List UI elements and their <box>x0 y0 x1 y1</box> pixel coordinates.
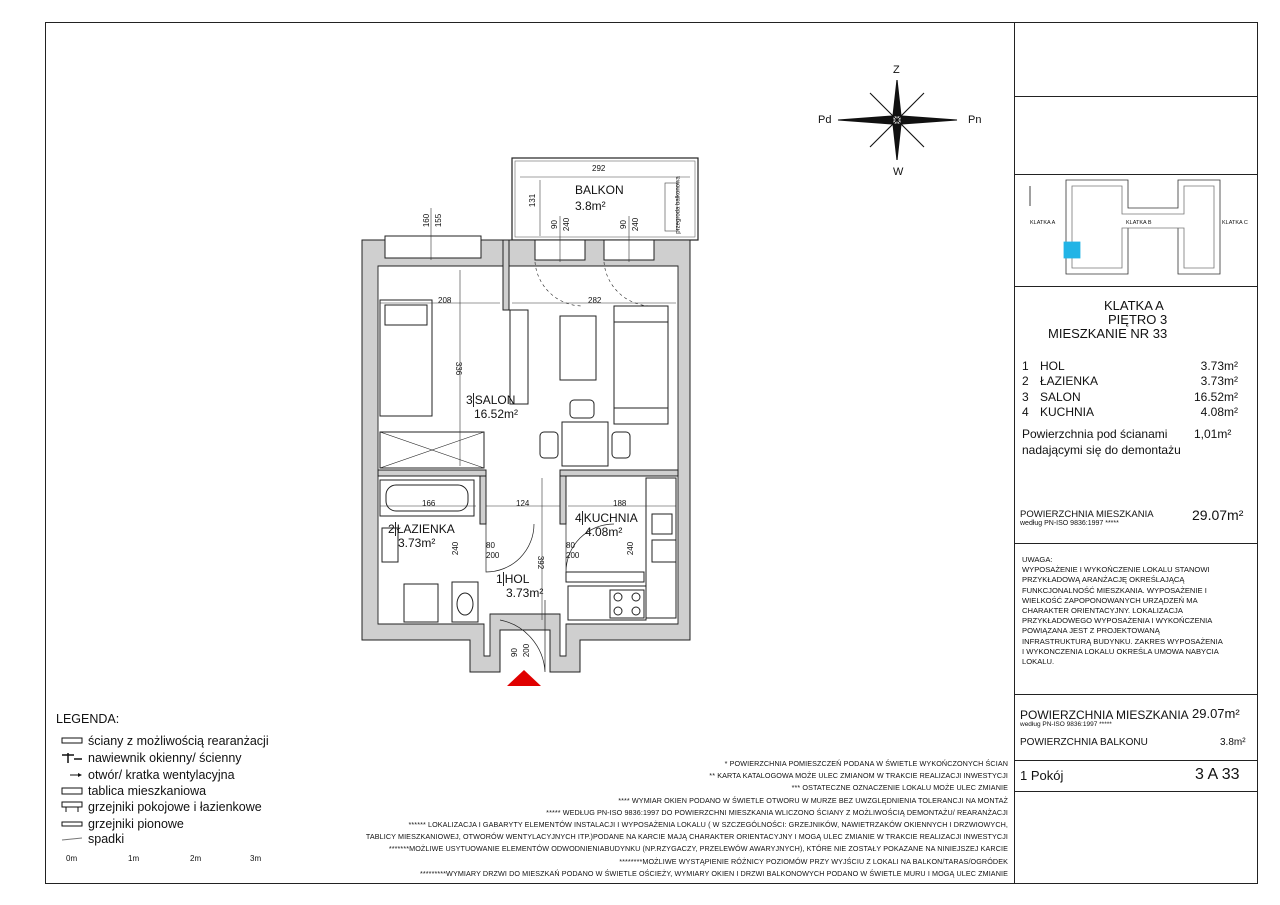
room-name: HOL <box>504 572 530 586</box>
footnote: *** OSTATECZNE OZNACZENIE LOKALU MOŻE ULEC ZMIANIE <box>791 783 1008 792</box>
door-dim: 200 <box>522 643 532 658</box>
divider <box>1014 174 1258 175</box>
scale-label: 3m <box>250 854 262 863</box>
info-stairwell: KLATKA A <box>1104 298 1164 313</box>
legend-item <box>60 733 269 749</box>
apartment-code: 3 A 33 <box>1195 766 1240 783</box>
notice-block <box>1022 555 1252 667</box>
window-dim: 90 <box>549 220 559 229</box>
room-number: 1 <box>496 572 503 586</box>
divider <box>1014 96 1258 97</box>
total-area-sub: według PN-ISO 9836:1997 ***** <box>1020 520 1119 527</box>
legend-label: ściany z możliwością rearanżacji <box>88 734 269 748</box>
room-name: HOL <box>1040 358 1065 373</box>
dim-label: 240 <box>451 541 461 556</box>
notice-line: POWIĄZANA JEST Z PROJEKTOWANĄ <box>1022 626 1160 636</box>
building-keyplan <box>1018 178 1254 282</box>
compass-north-label: Z <box>893 64 900 76</box>
dim-label: 188 <box>613 499 627 508</box>
window-dim: 240 <box>562 217 572 232</box>
door-dim: 200 <box>486 551 500 560</box>
legend-label: otwór/ kratka wentylacyjna <box>88 768 235 782</box>
window-dim: 90 <box>618 220 628 229</box>
vent-opening-icon <box>60 770 84 780</box>
room-label-lazienka <box>388 522 455 550</box>
dim-label: 336 <box>454 361 464 376</box>
room-area: 3.73m² <box>506 586 544 600</box>
legend-label: tablica mieszkaniowa <box>88 784 207 798</box>
legend-item <box>60 816 184 832</box>
room-no: 2 <box>1022 374 1029 389</box>
footnote: *******MOŻLIWE USYTUOWANIE ELEMENTÓW ODWODNIENIABUDYNKU (NP.RZYGACZY, PRZELEWÓW AWARYJNYCH), KTÓRE NIE ZOSTAŁY POKAZANE NA NINIEJSZEJ KARCIE <box>388 844 1008 853</box>
legend-item <box>60 783 206 799</box>
room-label-kuchnia <box>575 511 638 539</box>
dining-table <box>562 422 608 466</box>
legend-item <box>60 831 124 847</box>
balcony-partition-label: przegroda balkonowa <box>675 176 682 234</box>
notice-line: WYPOSAŻENIE I WYKOŃCZENIE LOKALU STANOWI <box>1022 565 1210 575</box>
room-area: 3.73m² <box>1200 374 1238 389</box>
notice-line: PRZYKŁADOWĄ ARANŻACJĘ OKREŚLAJĄCĄ <box>1022 575 1185 585</box>
total-area-label: POWIERZCHNIA MIESZKANIA <box>1020 509 1154 520</box>
info-apartment: MIESZKANIE NR 33 <box>1048 326 1168 341</box>
door-dim: 200 <box>566 551 580 560</box>
apartment-panel-icon <box>60 786 84 796</box>
table-row <box>1022 389 1238 405</box>
notice-title: UWAGA: <box>1022 555 1053 564</box>
radiator-icon <box>60 800 84 814</box>
divider <box>1014 694 1258 695</box>
balcony-area-label: POWIERZCHNIA BALKONU <box>1020 737 1148 748</box>
legend-title: LEGENDA: <box>56 712 120 726</box>
wall-rearrange-icon <box>60 736 84 746</box>
room-area: 3.73m² <box>398 536 436 550</box>
notice-line: LOKALU. <box>1022 657 1055 667</box>
footnote: TABLICY MIESZKANIOWEJ, OTWORÓW WENTYLACYJNYCH ITP.)PODANE NA KARCIE MAJĄ CHARAKTER ORIENTACYJNY I MOGĄ ULEC ZMIANIE W TRAKCIE REALIZACJI INWESTYCJI <box>365 832 1008 841</box>
room-name: KUCHNIA <box>583 511 638 525</box>
door-dim: 80 <box>566 541 575 550</box>
notice-line: WIELKOŚĆ ZAPOPONOWANYCH URZĄDZEŃ MA <box>1022 595 1198 605</box>
dim-label: 282 <box>588 296 602 305</box>
demolish-label: Powierzchnia pod ścianami <box>1022 427 1168 441</box>
notice-line: I WYKONCZENIA LOKALU OKREŚLA UMOWA NABYCIA <box>1022 646 1219 656</box>
room-number: 3 <box>466 393 473 407</box>
room-area: 16.52m² <box>474 407 519 421</box>
demolish-label: nadającymi się do demontażu <box>1022 443 1181 457</box>
room-number: 2 <box>388 522 395 536</box>
compass-west-label: Pd <box>818 114 832 126</box>
balcony-label: BALKON <box>575 183 624 197</box>
room-name: ŁAZIENKA <box>396 522 455 536</box>
dim-label: 166 <box>422 499 436 508</box>
divider <box>1014 760 1258 761</box>
table-row <box>1022 358 1238 374</box>
legend-item <box>60 799 262 815</box>
vertical-radiator-icon <box>60 819 84 829</box>
summary-area-label: POWIERZCHNIA MIESZKANIA <box>1020 708 1189 722</box>
dim-label: 392 <box>536 555 546 570</box>
window-dim: 240 <box>631 217 641 232</box>
room-label-salon <box>466 393 518 421</box>
footnote: ********MOŻLIWE WYSTĄPIENIE RÓŻNICY POZIOMÓW PRZY WYJŚCIU Z LOKALI NA BALKON/TARAS/OGRÓDEK <box>619 857 1008 866</box>
room-no: 4 <box>1022 405 1029 420</box>
scale-label: 2m <box>190 854 202 863</box>
legend-item <box>60 750 242 766</box>
footnote: **** WYMIAR OKIEN PODANO W ŚWIETLE OTWORU W MURZE BEZ UWZGLĘDNIENIA TOLERANCJI NA MONTAŻ <box>618 796 1008 805</box>
room-area: 4.08m² <box>1200 405 1238 420</box>
entrance-arrow-icon <box>507 670 541 686</box>
dim-label: 240 <box>626 541 636 556</box>
legend-label: spadki <box>88 832 125 846</box>
dim-label: 124 <box>516 499 530 508</box>
room-area: 3.73m² <box>1200 358 1238 373</box>
legend-label: nawiewnik okienny/ ścienny <box>88 751 242 765</box>
window-dim: 160 <box>422 213 432 228</box>
sofa <box>614 306 668 424</box>
room-number: 4 <box>575 511 582 525</box>
compass-south-label: W <box>893 166 904 178</box>
demolish-value: 1,01m² <box>1194 427 1232 441</box>
room-name: SALON <box>1040 389 1081 404</box>
compass-east-label: Pn <box>968 114 982 126</box>
window-dim: 155 <box>434 213 444 228</box>
footnote: ** KARTA KATALOGOWA MOŻE ULEC ZMIANOM W TRAKCIE REALIZACJI INWESTYCJI <box>709 771 1008 780</box>
balcony-area: 3.8m² <box>575 199 606 213</box>
summary-area-sub: według PN-ISO 9836:1997 ***** <box>1020 721 1112 728</box>
info-floor: PIĘTRO 3 <box>1108 312 1168 327</box>
room-area: 16.52m² <box>1193 389 1238 404</box>
room-name: KUCHNIA <box>1040 405 1095 420</box>
trickle-vent-icon <box>60 751 84 765</box>
keyplan-label: KLATKA C <box>1222 220 1248 226</box>
balcony-side-dim: 131 <box>528 193 538 208</box>
footnote: * POWIERZCHNIA POMIESZCZEŃ PODANA W ŚWIETLE WYKOŃCZONYCH ŚCIAN <box>724 759 1008 768</box>
scale-label: 1m <box>128 854 140 863</box>
room-label-hol <box>496 572 543 600</box>
table-row <box>1022 405 1238 421</box>
keyplan-label: KLATKA A <box>1030 220 1056 226</box>
rooms-table <box>1022 358 1238 420</box>
room-name: SALON <box>474 393 516 407</box>
door-dim: 90 <box>509 648 519 657</box>
slope-icon <box>60 834 84 844</box>
total-area-value: 29.07m² <box>1192 507 1244 523</box>
room-no: 1 <box>1022 358 1029 373</box>
rooms-count: 1 Pokój <box>1020 768 1064 783</box>
footnote: ***** WEDŁUG PN-ISO 9836:1997 DO POWIERZCHNI MIESZKANIA WLICZONO ŚCIANY Z MOŻLIWOŚCIĄ DEMONTAŻU/ REARANŻACJI <box>546 808 1008 817</box>
notice-line: FUNKCJONALNOŚĆ MIESZKANIA. WYPOSAŻENIE I <box>1022 585 1207 595</box>
door-dim: 80 <box>486 541 495 550</box>
room-name: ŁAZIENKA <box>1040 374 1099 389</box>
room-no: 3 <box>1022 389 1029 404</box>
notice-line: PRZYKŁADOWEGO WYPOSAŻENIA I WYKOŃCZENIA <box>1022 616 1213 626</box>
table-row <box>1022 374 1238 390</box>
compass-rose-icon <box>838 80 957 160</box>
balcony-area-value: 3.8m² <box>1220 737 1246 748</box>
divider <box>1014 791 1258 792</box>
legend-label: grzejniki pionowe <box>88 817 184 831</box>
keyplan-label: KLATKA B <box>1126 220 1152 226</box>
room-area: 4.08m² <box>585 525 623 539</box>
legend-label: grzejniki pokojowe i łazienkowe <box>88 800 262 814</box>
scale-label: 0m <box>66 854 78 863</box>
footnote: *********WYMIARY DRZWI DO MIESZKAŃ PODANO W ŚWIETLE OŚCIEŻY, WYMIARY OKIEN I DRZWI BALKONOWYCH PODANO W ŚWIETLE MURU I MOGĄ ULEC ZMIANIE <box>419 869 1008 878</box>
legend-item <box>60 767 235 783</box>
dim-label: 208 <box>438 296 452 305</box>
summary-area-value: 29.07m² <box>1192 706 1240 721</box>
footnote: ****** LOKALIZACJA I GABARYTY ELEMENTÓW INSTALACJI I WYPOSAŻENIA LOKALU ( W SZCZEGÓLNOŚCI: GRZEJNIKÓW, NAWIETRZAKÓW OKIENNYCH I DRZWIOWYCH, <box>408 820 1008 829</box>
notice-line: INFRASTRUKTURĄ BUDYNKU. ZAKRES WYPOSAŻENIA <box>1022 636 1223 646</box>
divider <box>1014 543 1258 544</box>
notice-line: CHARAKTER ORIENTACYJNY. LOKALIZACJA <box>1022 606 1183 616</box>
divider <box>1014 286 1258 287</box>
balcony-width-dim: 292 <box>592 164 606 173</box>
